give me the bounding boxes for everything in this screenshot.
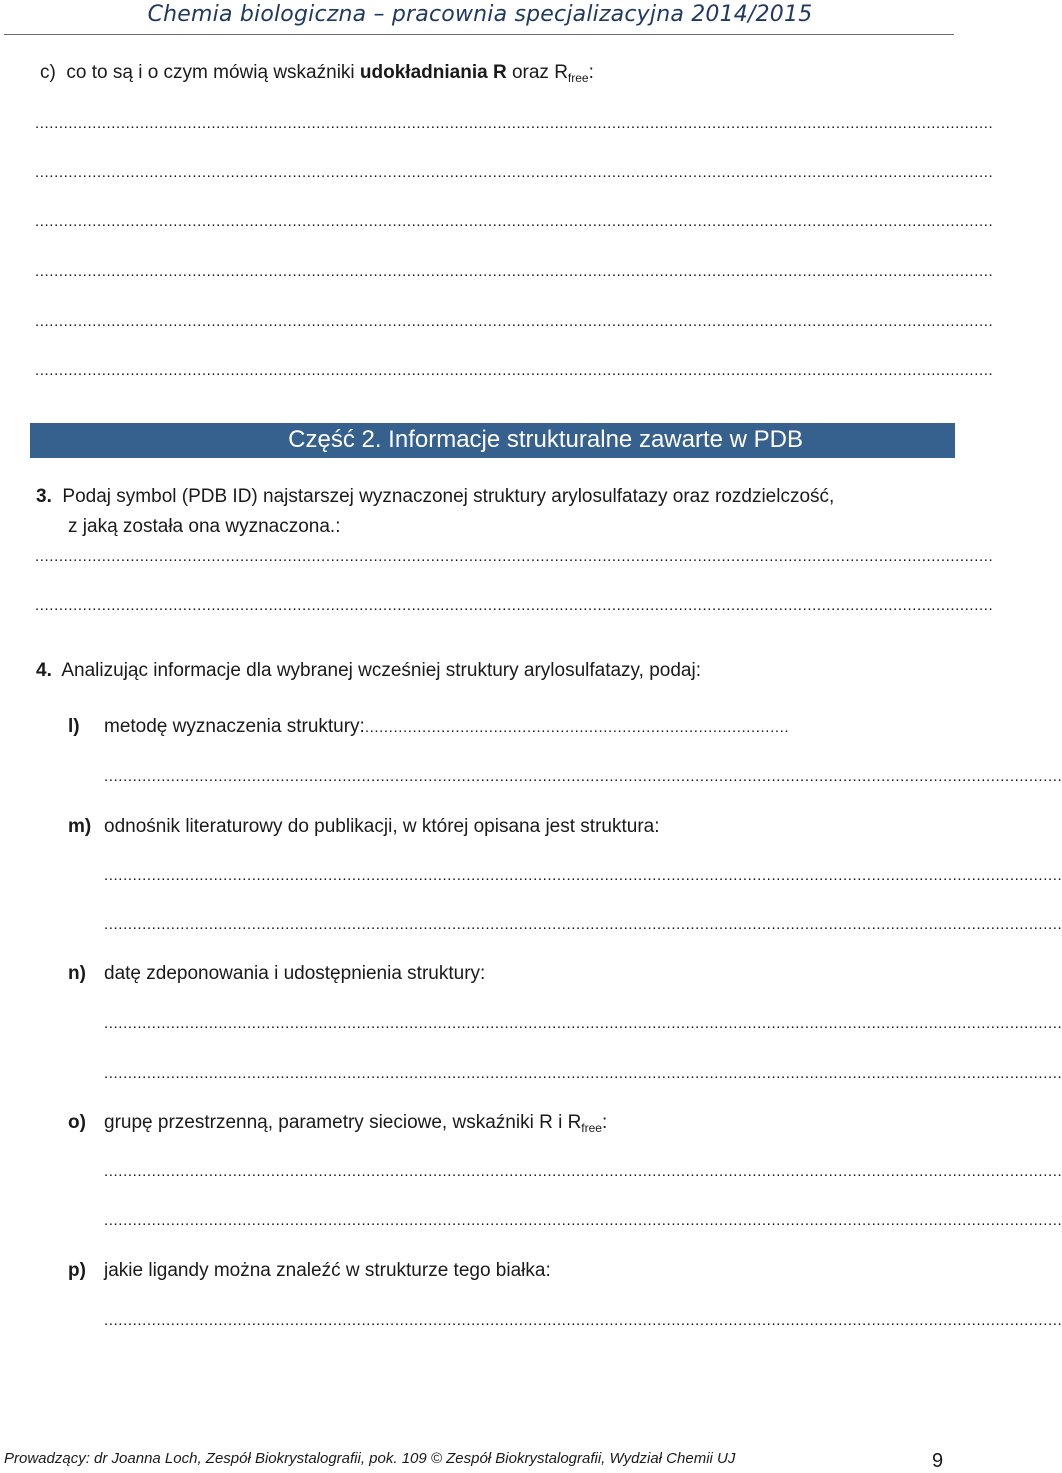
item-c-text2: oraz R bbox=[511, 62, 568, 83]
question-4 bbox=[36, 660, 701, 682]
item-l-text: metodę wyznaczenia struktury: bbox=[104, 716, 365, 737]
answer-line[interactable]: ......................................................................................................................................................................................................... bbox=[104, 916, 1062, 933]
question-3-line2: z jaką została ona wyznaczona.: bbox=[68, 516, 341, 537]
answer-line[interactable]: ......................................................................................................................................................................................................... bbox=[35, 263, 994, 280]
answer-line[interactable]: ......................................................................................................................................................................................................... bbox=[104, 1212, 1062, 1229]
question-3-line1: Podaj symbol (PDB ID) najstarszej wyznaczonej struktury arylosulfatazy oraz rozdzielczość, bbox=[62, 486, 835, 507]
answer-line[interactable]: ......................................................................................... bbox=[364, 719, 790, 736]
answer-line[interactable]: ......................................................................................................................................................................................................... bbox=[35, 548, 994, 565]
item-c-bold: udokładniania R bbox=[359, 62, 507, 83]
answer-line[interactable]: ......................................................................................................................................................................................................... bbox=[35, 362, 994, 379]
question-3-number: 3. bbox=[36, 486, 52, 507]
answer-line[interactable]: ......................................................................................................................................................................................................... bbox=[104, 867, 1062, 884]
item-m-marker: m) bbox=[68, 816, 92, 837]
answer-line[interactable]: ......................................................................................................................................................................................................... bbox=[104, 1015, 1062, 1032]
item-o-end: : bbox=[601, 1112, 608, 1133]
item-c-marker: c) bbox=[40, 62, 56, 83]
answer-line[interactable]: ......................................................................................................................................................................................................... bbox=[35, 597, 994, 614]
item-l bbox=[68, 716, 789, 738]
item-p-marker: p) bbox=[68, 1260, 86, 1281]
item-o-sub: free bbox=[581, 1121, 602, 1135]
answer-line[interactable]: ......................................................................................................................................................................................................... bbox=[35, 313, 994, 330]
item-c-sub: free bbox=[567, 71, 589, 85]
item-n bbox=[68, 963, 485, 985]
question-3 bbox=[36, 486, 834, 508]
section-title: Część 2. Informacje strukturalne zawarte w PDB bbox=[288, 426, 803, 453]
item-o-text: grupę przestrzenną, parametry sieciowe, wskaźniki R i R bbox=[104, 1112, 582, 1133]
item-n-marker: n) bbox=[68, 963, 86, 984]
answer-line[interactable]: ......................................................................................................................................................................................................... bbox=[35, 213, 994, 230]
header-title: Chemia biologiczna – pracownia specjalizacyjna 2014/2015 bbox=[147, 2, 813, 27]
item-m-text: odnośnik literaturowy do publikacji, w której opisana jest struktura: bbox=[104, 816, 660, 837]
answer-line[interactable]: ......................................................................................................................................................................................................... bbox=[104, 1312, 1062, 1329]
answer-line[interactable]: ......................................................................................................................................................................................................... bbox=[104, 768, 1062, 785]
item-m bbox=[68, 816, 660, 838]
page-number: 9 bbox=[932, 1450, 944, 1472]
answer-line[interactable]: ......................................................................................................................................................................................................... bbox=[104, 1065, 1062, 1082]
footer-text: Prowadzący: dr Joanna Loch, Zespół Biokrystalografii, pok. 109 © Zespół Biokrystalografii, Wydział Chemii UJ bbox=[4, 1450, 736, 1467]
question-4-text: Analizując informacje dla wybranej wcześniej struktury arylosulfatazy, podaj: bbox=[61, 660, 701, 681]
answer-line[interactable]: ......................................................................................................................................................................................................... bbox=[35, 115, 994, 132]
item-c-text: co to są i o czym mówią wskaźniki bbox=[66, 62, 355, 83]
section-banner bbox=[30, 423, 955, 458]
item-o bbox=[68, 1112, 607, 1135]
answer-line[interactable]: ......................................................................................................................................................................................................... bbox=[104, 1163, 1062, 1180]
item-l-marker: l) bbox=[68, 716, 80, 737]
item-p-text: jakie ligandy można znaleźć w strukturze tego białka: bbox=[104, 1260, 551, 1281]
item-n-text: datę zdeponowania i udostępnienia struktury: bbox=[104, 963, 486, 984]
item-p bbox=[68, 1260, 551, 1282]
item-c bbox=[40, 62, 594, 85]
item-c-end: : bbox=[588, 62, 594, 83]
question-4-number: 4. bbox=[36, 660, 52, 681]
header-divider bbox=[4, 34, 954, 35]
answer-line[interactable]: ......................................................................................................................................................................................................... bbox=[35, 164, 994, 181]
item-o-marker: o) bbox=[68, 1112, 86, 1133]
